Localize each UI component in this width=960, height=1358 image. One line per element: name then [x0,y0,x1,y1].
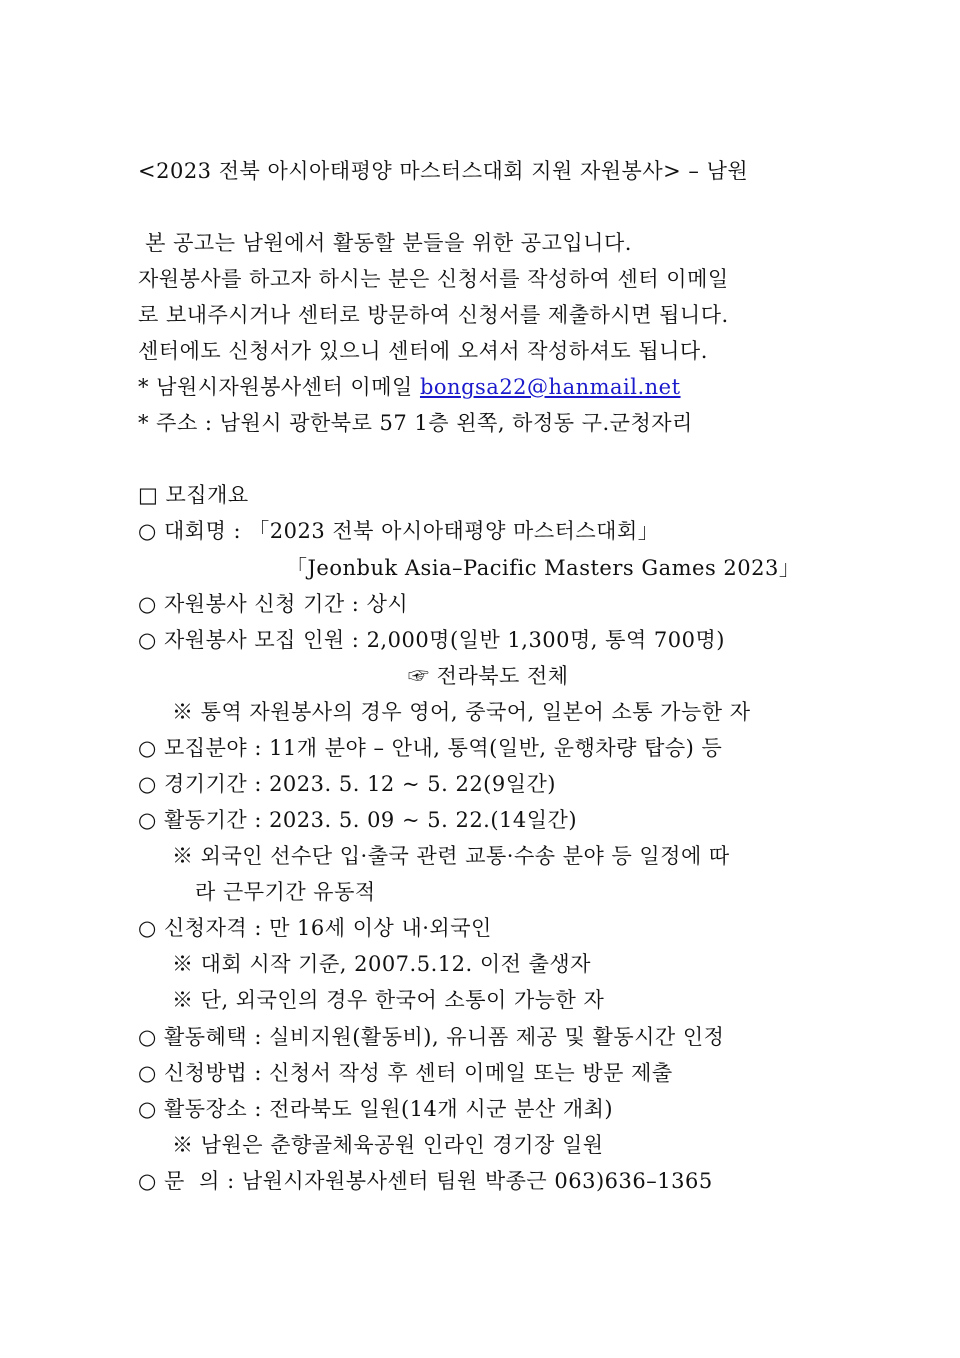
email-label: * 남원시자원봉사센터 이메일 [138,375,420,399]
intro-line-1: 본 공고는 남원에서 활동할 분들을 위한 공고입니다. [138,231,632,255]
recruit-area: ☞ 전라북도 전체 [408,664,569,688]
application-period: ○ 자원봉사 신청 기간 : 상시 [138,592,409,616]
section-heading: □ 모집개요 [138,483,249,507]
qualification: ○ 신청자격 : 만 16세 이상 내·외국인 [138,916,492,940]
interpreter-note: ※ 통역 자원봉사의 경우 영어, 중국어, 일본어 소통 가능한 자 [172,700,751,724]
event-name: ○ 대회명 : 「2023 전북 아시아태평양 마스터스대회」 [138,519,660,543]
qualification-note-1: ※ 대회 시작 기준, 2007.5.12. 이전 출생자 [172,952,591,976]
activity-period: ○ 활동기간 : 2023. 5. 09 ~ 5. 22.(14일간) [138,808,578,832]
intro-line-3: 로 보내주시거나 센터로 방문하여 신청서를 제출하시면 됩니다. [138,303,729,327]
activity-note-1: ※ 외국인 선수단 입·출국 관련 교통·수송 분야 등 일정에 따 [172,844,730,868]
email-line [138,373,681,401]
recruit-fields: ○ 모집분야 : 11개 분야 – 안내, 통역(일반, 운행차량 탑승) 등 [138,736,723,760]
apply-method: ○ 신청방법 : 신청서 작성 후 센터 이메일 또는 방문 제출 [138,1061,673,1085]
document-title: <2023 전북 아시아태평양 마스터스대회 지원 자원봉사> – 남원 [138,159,749,183]
email-link[interactable]: bongsa22@hanmail.net [419,375,681,399]
contact: ○ 문 의 : 남원시자원봉사센터 팀원 박종근 063)636–1365 [138,1169,713,1193]
address-line: * 주소 : 남원시 광한북로 57 1층 왼쪽, 하정동 구.군청자리 [138,411,693,435]
recruit-count: ○ 자원봉사 모집 인원 : 2,000명(일반 1,300명, 통역 700명) [138,628,725,652]
event-name-en: 「Jeonbuk Asia–Pacific Masters Games 2023」 [286,556,801,580]
qualification-note-2: ※ 단, 외국인의 경우 한국어 소통이 가능한 자 [172,988,605,1012]
games-period: ○ 경기기간 : 2023. 5. 12 ~ 5. 22(9일간) [138,772,556,796]
benefits: ○ 활동혜택 : 실비지원(활동비), 유니폼 제공 및 활동시간 인정 [138,1025,725,1049]
activity-note-2: 라 근무기간 유동적 [195,880,376,904]
intro-line-4: 센터에도 신청서가 있으니 센터에 오셔서 작성하셔도 됩니다. [138,339,708,363]
location-note: ※ 남원은 춘향골체육공원 인라인 경기장 일원 [172,1133,604,1157]
intro-line-2: 자원봉사를 하고자 하시는 분은 신청서를 작성하여 센터 이메일 [138,267,729,291]
activity-location: ○ 활동장소 : 전라북도 일원(14개 시군 분산 개최) [138,1097,614,1121]
